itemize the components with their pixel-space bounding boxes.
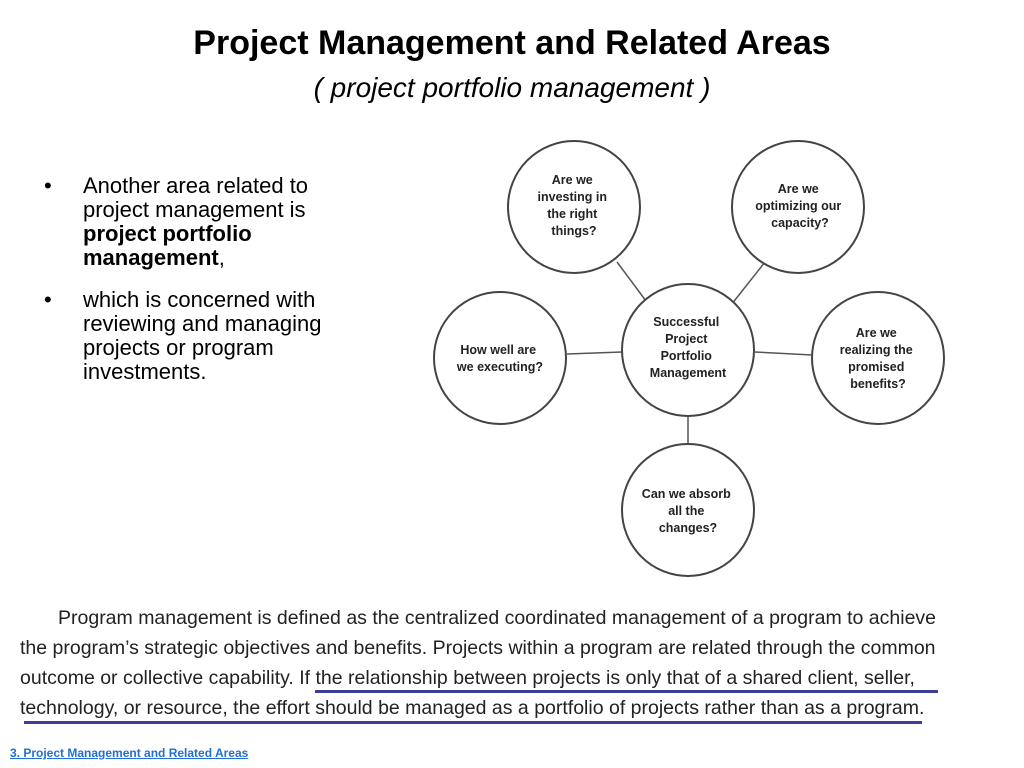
node-executing-label: How well are we executing? xyxy=(456,343,544,374)
slide-subtitle: ( project portfolio management ) xyxy=(313,72,711,103)
node-center-label: Successful Project Portfolio Management xyxy=(649,315,727,380)
bullet-text: which is concerned with reviewing and managing projects or program investments. xyxy=(83,287,322,384)
paragraph-line: the program’s strategic objectives and benefits. Projects within a program are related through the common xyxy=(20,637,936,659)
slide-title: Project Management and Related Areas xyxy=(193,24,831,62)
footer-link[interactable]: 3. Project Management and Related Areas xyxy=(10,746,249,760)
node-absorb-label: Can we absorb all the changes? xyxy=(641,487,731,535)
bullet-text-end: , xyxy=(218,245,225,270)
connector-realizing xyxy=(755,352,812,355)
paragraph-line: Program management is defined as the centralized coordinated management of a program to achieve xyxy=(58,607,937,629)
paragraph-line: technology, or resource, the effort should be managed as a portfolio of projects rather than as a program. xyxy=(20,697,925,719)
connector-optimizing xyxy=(731,262,765,305)
paragraph-line: outcome or collective capability. If the relationship between projects is only that of a shared client, seller, xyxy=(20,667,915,689)
program-management-paragraph xyxy=(20,603,960,723)
highlight-underline-1 xyxy=(315,690,938,693)
node-investing-label: Are we investing in the right things? xyxy=(537,173,607,238)
highlight-underline-2 xyxy=(24,721,922,724)
node-realizing-circle xyxy=(812,292,944,424)
node-executing-circle xyxy=(434,292,566,424)
connector-investing xyxy=(617,262,649,305)
bullet-bold-text: project portfolio management xyxy=(83,221,252,270)
bullet-text: Another area related to project management is xyxy=(83,173,309,222)
connector-executing xyxy=(567,352,622,354)
node-optimizing-label: Are we optimizing our capacity? xyxy=(755,182,842,230)
node-realizing-label: Are we realizing the promised benefits? xyxy=(839,326,913,391)
bullet-marker: • xyxy=(44,287,52,312)
bullet-marker: • xyxy=(44,173,52,198)
